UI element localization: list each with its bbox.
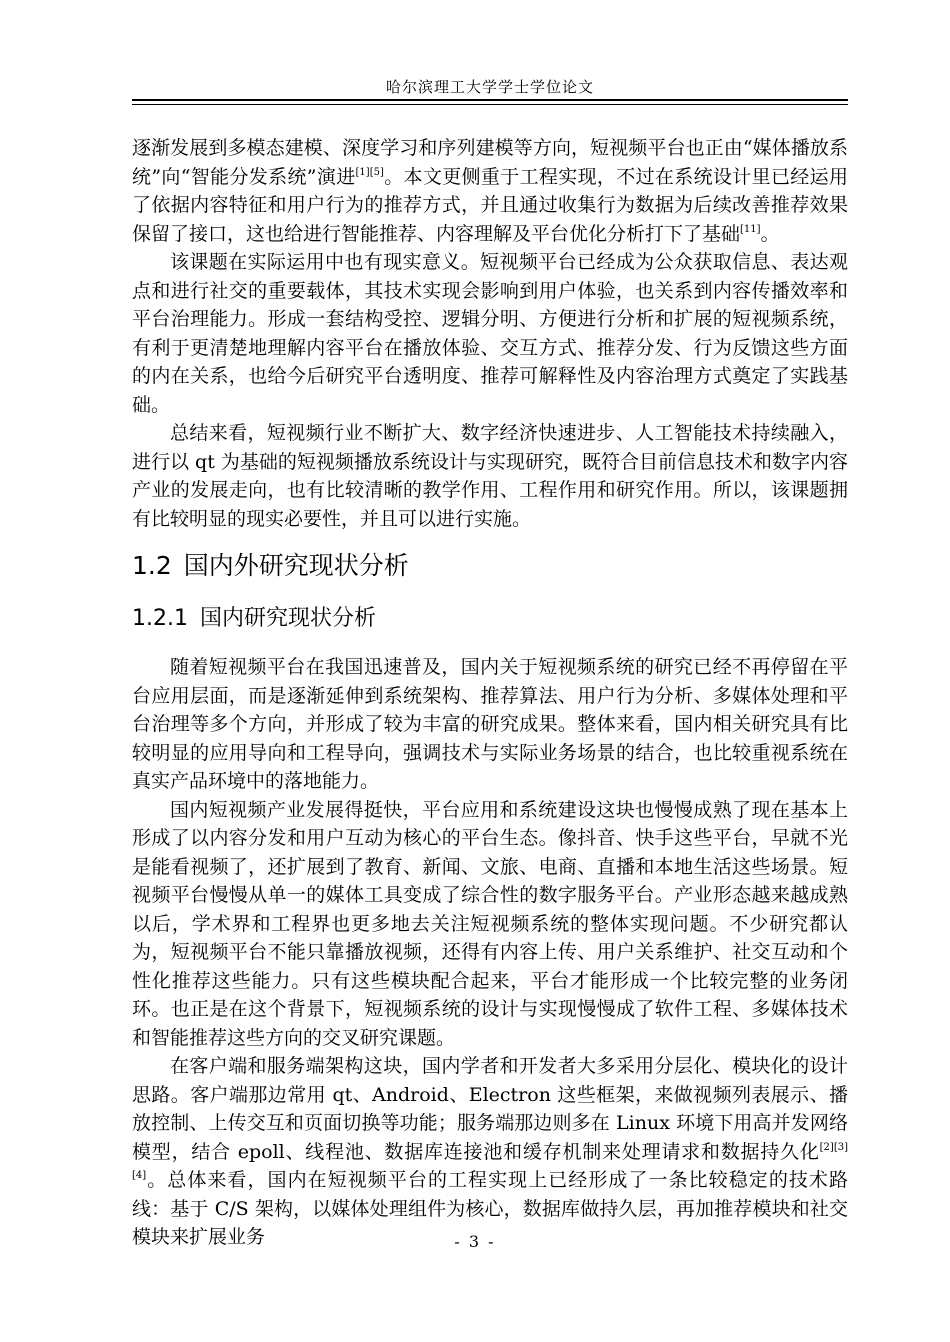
section-number: 1.2 xyxy=(132,551,172,580)
paragraph: 国内短视频产业发展得挺快，平台应用和系统建设这块也慢慢成熟了现在基本上形成了以内容分发和用户互动为核心的平台生态。像抖音、快手这些平台，早就不光是能看视频了，还扩展到了教育、新闻、文旅、电商、直播和本地生活这些场景。短视频平台慢慢从单一的媒体工具变成了综合性的数字服务平台。产业形态越来越成熟以后，学术界和工程界也更多地去关注短视频系统的整体实现问题。不少研究都认为，短视频平台不能只靠播放视频，还得有内容上传、用户关系维护、社交互动和个性化推荐这些能力。只有这些模块配合起来，平台才能形成一个比较完整的业务闭环。也正是在这个背景下，短视频系统的设计与实现慢慢成了软件工程、多媒体技术和智能推荐这些方向的交叉研究课题。 xyxy=(132,798,848,1049)
header-rule-thick xyxy=(132,99,848,101)
paragraph: 总结来看，短视频行业不断扩大、数字经济快速进步、人工智能技术持续融入，进行以 qt 为基础的短视频播放系统设计与实现研究，既符合目前信息技术和数字内容产业的发展走向，也有比较清晰的教学作用、工程作用和研究作用。所以，该课题拥有比较明显的现实必要性，并且可以进行实施。 xyxy=(132,422,848,530)
paragraph-continued xyxy=(132,134,848,248)
section-title: 国内外研究现状分析 xyxy=(183,551,409,580)
citation: [11] xyxy=(740,223,761,235)
page-body xyxy=(132,134,848,1252)
paragraph-text: 。 xyxy=(760,222,780,245)
paragraph xyxy=(132,1052,848,1252)
page-number: - 3 - xyxy=(454,1232,496,1251)
subsection-heading xyxy=(132,603,848,635)
subsection-number: 1.2.1 xyxy=(132,606,188,631)
paragraph-text: 逐渐发展到多模态建模、深度学习和序列建模等方向，短视频平台也正由“媒体播放系统”向“智能分发系统”演进 xyxy=(132,137,848,188)
paragraph: 该课题在实际运用中也有现实意义。短视频平台已经成为公众获取信息、表达观点和进行社交的重要载体，其技术实现会影响到用户体验，也关系到内容传播效率和平台治理能力。形成一套结构受控、逻辑分明、方便进行分析和扩展的短视频系统，有利于更清楚地理解内容平台在播放体验、交互方式、推荐分发、行为反馈这些方面的内在关系，也给今后研究平台透明度、推荐可解释性及内容治理方式奠定了实践基础。 xyxy=(132,251,848,416)
page-header-title: 哈尔滨理工大学学士学位论文 xyxy=(385,78,594,96)
paragraph-text: 。总体来看，国内在短视频平台的工程实现上已经形成了一条比较稳定的技术路线：基于 C/S 架构，以媒体处理组件为核心，数据库做持久层，再加推荐模块和社交模块来扩展业务 xyxy=(132,1169,848,1248)
citation: [2][3][4] xyxy=(132,1141,848,1181)
header-rule-thin xyxy=(132,104,848,105)
paragraph-text: 。本文更侧重于工程实现，不过在系统设计里已经运用了依据内容特征和用户行为的推荐方式，并且通过收集行为数据为后续改善推荐效果保留了接口，这也给进行智能推荐、内容理解及平台优化分析打下了基础 xyxy=(132,165,848,245)
citation: [1][5] xyxy=(355,166,384,178)
paragraph-text: 在客户端和服务端架构这块，国内学者和开发者大多采用分层化、模块化的设计思路。客户端那边常用 qt、Android、Electron 这些框架，来做视频列表展示、播放控制、上传交互和页面切换等功能；服务端那边则多在 Linux 环境下用高并发网络模型，结合 epoll、线程池、数据库连接池和缓存机制来处理请求和数据持久化 xyxy=(132,1055,848,1163)
subsection-title: 国内研究现状分析 xyxy=(199,606,376,631)
paragraph: 随着短视频平台在我国迅速普及，国内关于短视频系统的研究已经不再停留在平台应用层面，而是逐渐延伸到系统架构、推荐算法、用户行为分析、多媒体处理和平台治理等多个方向，并形成了较为丰富的研究成果。整体来看，国内相关研究具有比较明显的应用导向和工程导向，强调技术与实际业务场景的结合，也比较重视系统在真实产品环境中的落地能力。 xyxy=(132,656,848,792)
section-heading xyxy=(132,549,848,583)
